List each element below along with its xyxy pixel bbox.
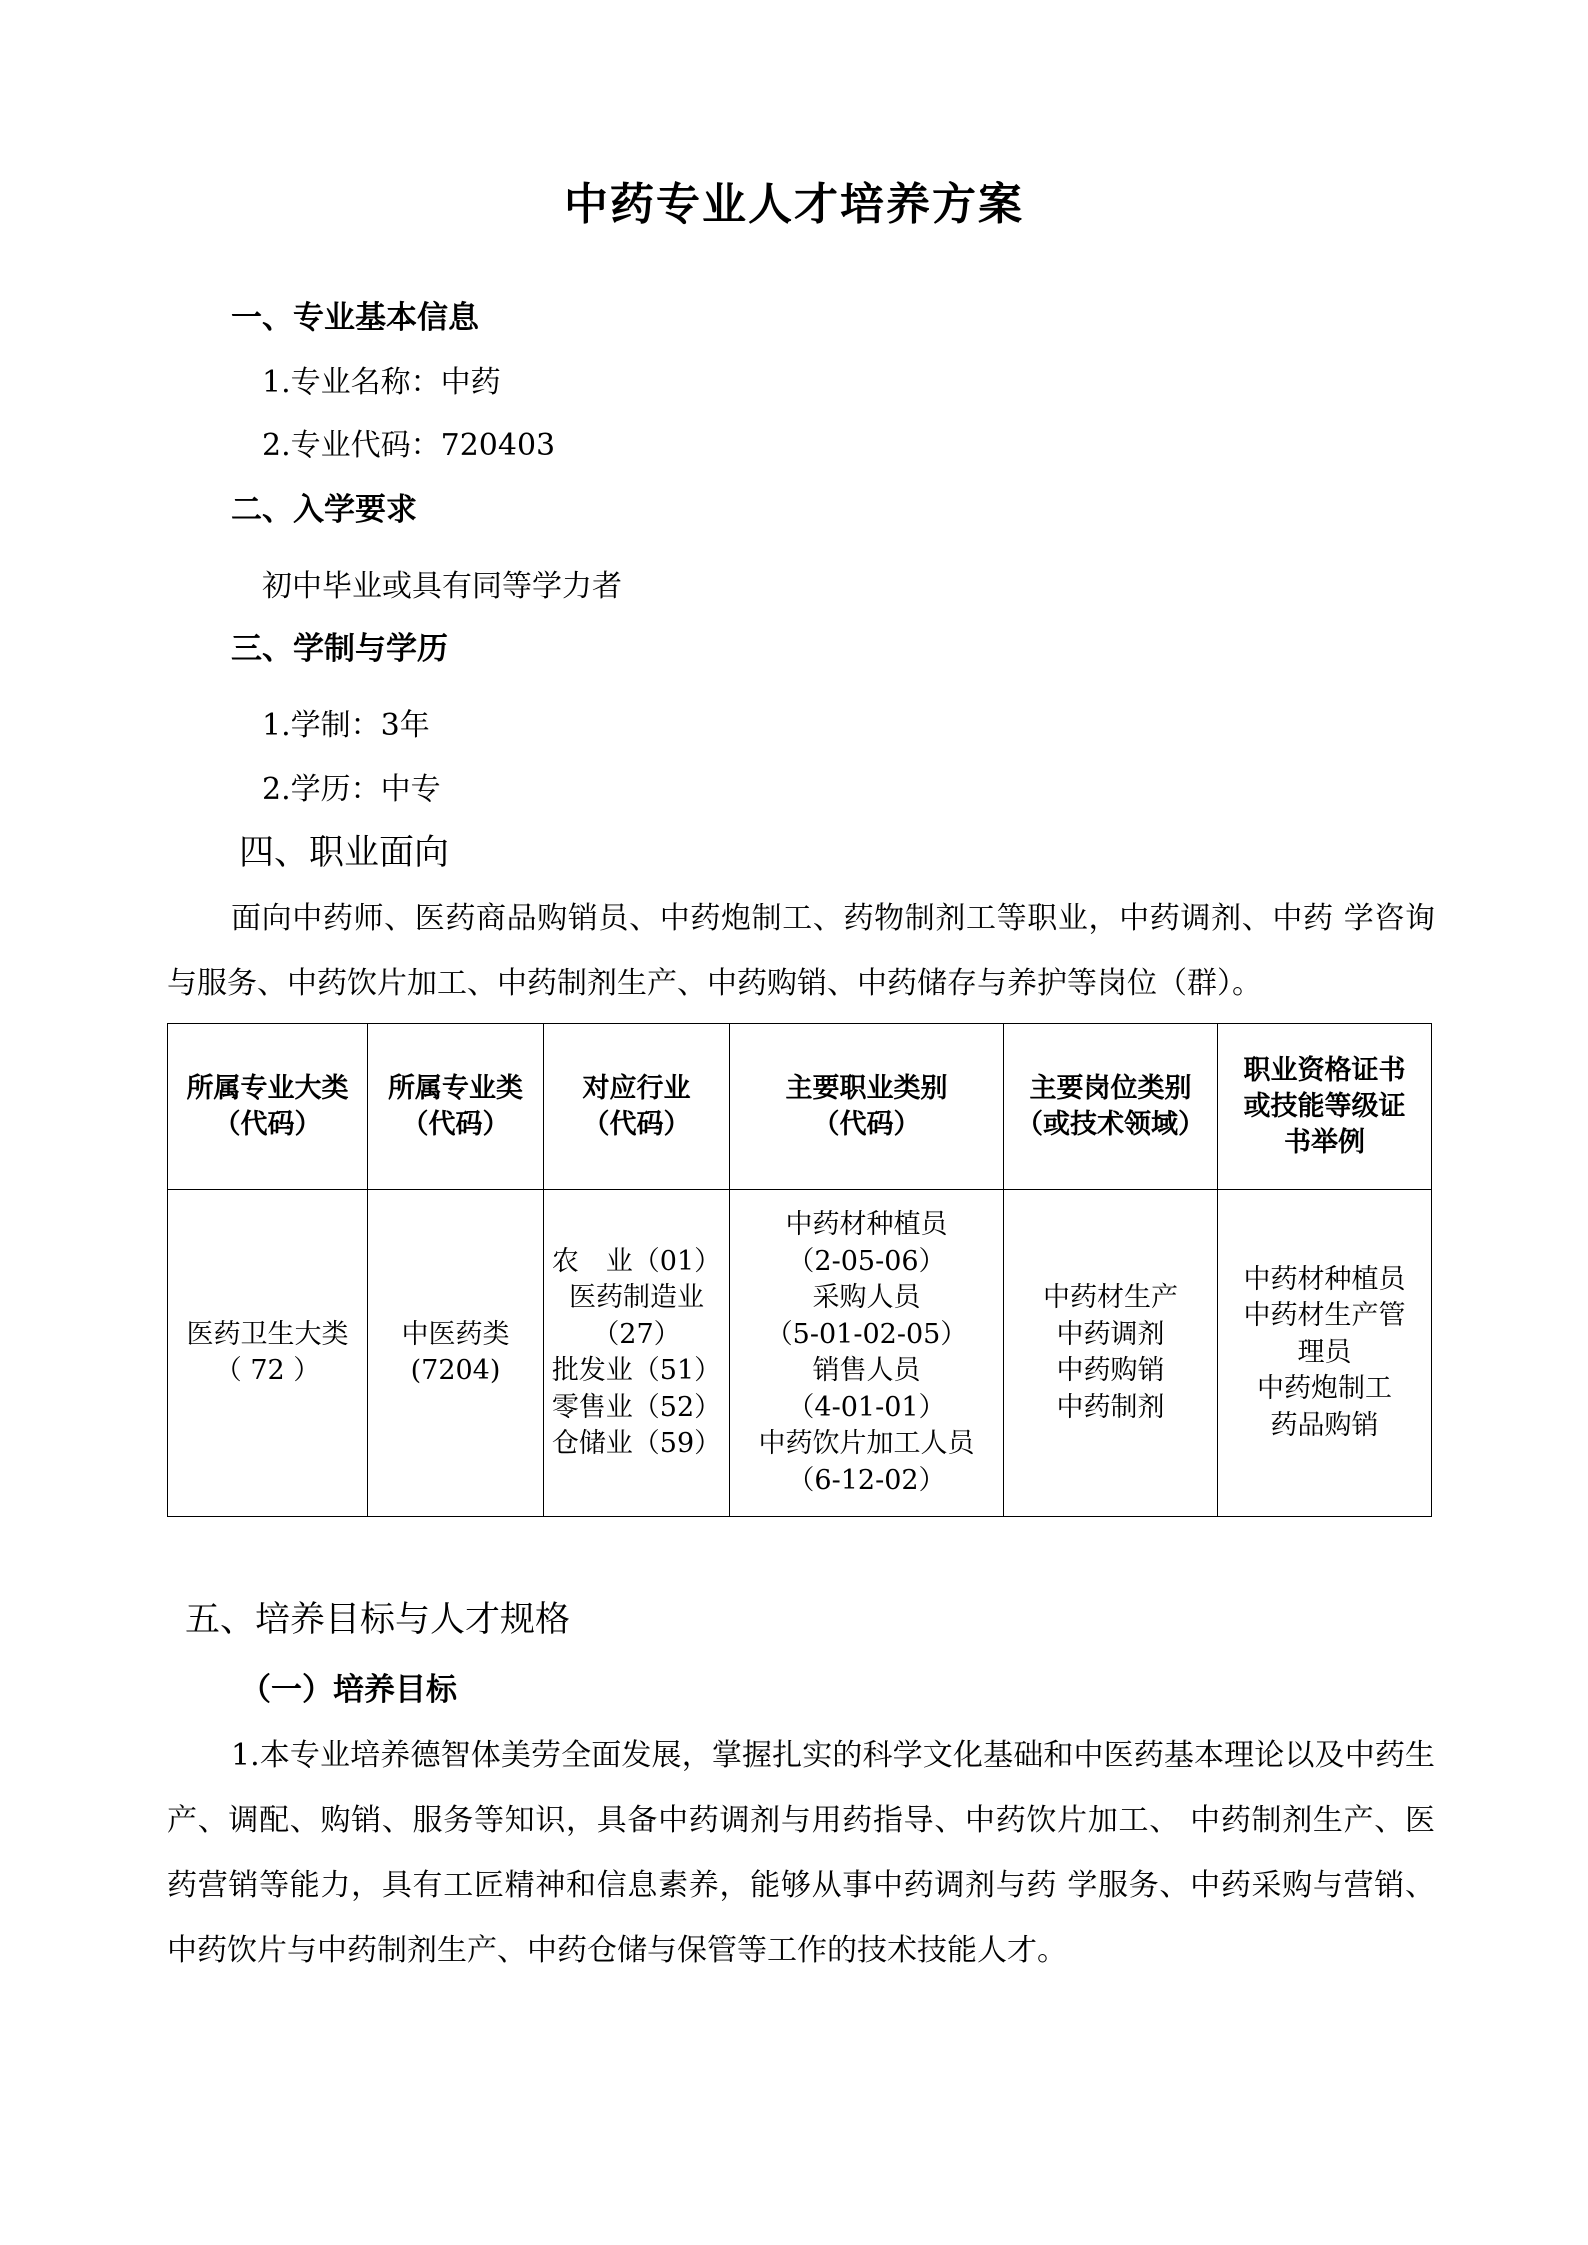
page-title: 中药专业人才培养方案 <box>564 179 1024 230</box>
section-2-heading: 二、入学要求 <box>231 492 417 528</box>
table-header-cell: 职业资格证书 或技能等级证 书举例 <box>1218 1024 1432 1190</box>
table-header-cell: 所属专业大类 （代码） <box>168 1024 368 1190</box>
training-goal-text: 1.本专业培养德智体美劳全面发展，掌握扎实的科学文化基础和中医药基本理论以及中药生产、调配、购销、服务等知识，具备中药调剂与用药指导、中药饮片加工、 中药制剂生产、医药营销等能力，具有工匠精神和信息素养，能够从事中药调剂与药 学服务、中药采购与营销、中药饮片与中药制剂生产、中药仓储与保管等工作的技术技能人才。 <box>167 1738 1435 1968</box>
section-4-heading: 四、职业面向 <box>239 833 450 873</box>
table-cell: 中药材种植员 中药材生产管 理员 中药炮制工 药品购销 <box>1218 1190 1432 1517</box>
table-cell: 医药卫生大类 （ 72 ） <box>168 1190 368 1517</box>
table-header-cell: 主要职业类别 （代码） <box>730 1024 1004 1190</box>
table-header-cell: 所属专业类 （代码） <box>368 1024 544 1190</box>
table-header-cell: 对应行业 （代码） <box>544 1024 730 1190</box>
table-header-cell: 主要岗位类别 （或技术领域） <box>1004 1024 1218 1190</box>
section-5-heading: 五、培养目标与人才规格 <box>185 1600 571 1640</box>
major-code: 2.专业代码：720403 <box>262 428 556 463</box>
career-table <box>167 1023 1432 1517</box>
table-header-row <box>168 1024 1432 1190</box>
major-name: 1.专业名称：中药 <box>262 365 501 400</box>
section-1-heading: 一、专业基本信息 <box>231 300 479 336</box>
table-row <box>168 1190 1432 1517</box>
subsection-goals-heading: （一）培养目标 <box>240 1672 457 1708</box>
career-orientation-text: 面向中药师、医药商品购销员、中药炮制工、药物制剂工等职业，中药调剂、中药 学咨询与服务、中药饮片加工、中药制剂生产、中药购销、中药储存与养护等岗位（群）。 <box>167 901 1435 1001</box>
admission-text: 初中毕业或具有同等学力者 <box>262 569 622 604</box>
table-cell: 农 业（01） 医药制造业 （27） 批发业（51） 零售业（52） 仓储业（59） <box>544 1190 730 1517</box>
education-level: 2.学历：中专 <box>262 772 441 807</box>
table-cell: 中医药类 (7204) <box>368 1190 544 1517</box>
table-cell: 中药材种植员 （2-05-06） 采购人员 （5-01-02-05） 销售人员 （4-01-01） 中药饮片加工人员 （6-12-02） <box>730 1190 1004 1517</box>
section-3-heading: 三、学制与学历 <box>231 631 448 667</box>
study-years: 1.学制：3年 <box>262 708 430 743</box>
table-cell: 中药材生产 中药调剂 中药购销 中药制剂 <box>1004 1190 1218 1517</box>
